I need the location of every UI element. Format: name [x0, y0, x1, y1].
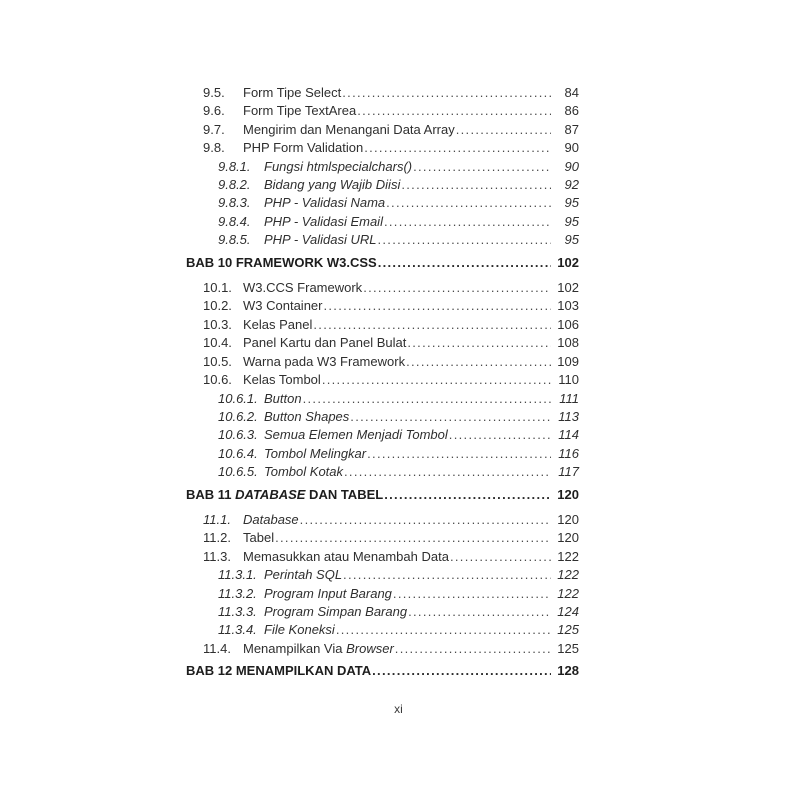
toc-entry-page: 120: [557, 486, 579, 502]
toc-row-11-3-2: [186, 585, 579, 603]
toc-entry-title: Program Input Barang: [264, 585, 392, 601]
toc-entry-title: W3 Container: [243, 298, 323, 314]
toc-entry-number: 10.6.2.: [218, 408, 258, 424]
toc-entry-title: BAB 11 DATABASE DAN TABEL: [186, 486, 384, 502]
toc-dot-leader: [300, 511, 551, 529]
toc-row-9-8-1: [186, 158, 579, 176]
toc-entry-page: 109: [557, 353, 579, 369]
toc-entry-title: Perintah SQL: [264, 567, 343, 583]
toc-chapter-row: [186, 486, 579, 504]
toc-row-10-1: [186, 279, 579, 297]
toc-dot-leader: [344, 463, 551, 481]
toc-dot-leader: [303, 390, 551, 408]
toc-entry-page: 102: [557, 280, 579, 296]
toc-dot-leader: [372, 662, 551, 680]
toc-row-10-6-5: [186, 463, 579, 481]
toc-entry-title: Tombol Kotak: [264, 464, 344, 480]
toc-dot-leader: [342, 84, 551, 102]
toc-entry-number: 10.5.: [203, 353, 232, 369]
toc-entry-page: 124: [557, 603, 579, 619]
toc-entry-title: Menampilkan Via Browser: [243, 640, 394, 656]
toc-row-10-6-1: [186, 390, 579, 408]
toc-entry-number: 10.6.1.: [218, 390, 258, 406]
toc-dot-leader: [350, 408, 551, 426]
toc-entry-title: PHP - Validasi Email: [264, 213, 383, 229]
toc-entry-page: 113: [558, 408, 579, 424]
toc-row-10-5: [186, 353, 579, 371]
toc-entry-page: 111: [559, 390, 579, 406]
toc-dot-leader: [336, 621, 551, 639]
toc-chapter-row: [186, 662, 579, 680]
toc-entry-page: 95: [564, 213, 579, 229]
toc-row-10-4: [186, 334, 579, 352]
toc-row-9-8-5: [186, 231, 579, 249]
toc-entry-page: 125: [557, 622, 579, 638]
toc-entry-title: Fungsi htmlspecialchars(): [264, 158, 413, 174]
toc-entry-title: Database: [243, 511, 299, 527]
toc-entry-title: Bidang yang Wajib Diisi: [264, 177, 401, 193]
toc-entry-page: 125: [557, 640, 579, 656]
toc-entry-number: 10.4.: [203, 335, 232, 351]
toc-dot-leader: [343, 566, 551, 584]
toc-entry-page: 128: [557, 663, 579, 679]
toc-row-11-3-3: [186, 603, 579, 621]
toc-row-10-3: [186, 316, 579, 334]
toc-entry-page: 95: [564, 195, 579, 211]
toc-dot-leader: [384, 213, 551, 231]
toc-dot-leader: [401, 176, 551, 194]
toc-row-11-2: [186, 529, 579, 547]
toc-entry-title: Memasukkan atau Menambah Data: [243, 548, 449, 564]
toc-row-9-8-3: [186, 194, 579, 212]
toc-entry-page: 110: [558, 372, 579, 388]
page-footer: [0, 702, 797, 716]
toc-dot-leader: [456, 121, 551, 139]
toc-row-10-6-4: [186, 445, 579, 463]
toc-entry-title: Tabel: [243, 530, 275, 546]
toc-dot-leader: [408, 603, 551, 621]
toc-entry-page: 122: [557, 585, 579, 601]
toc-entry-page: 122: [557, 548, 579, 564]
toc-entry-page: 117: [558, 464, 579, 480]
toc-dot-leader: [449, 426, 551, 444]
toc-entry-page: 122: [557, 567, 579, 583]
toc-entry-number: 11.3.2.: [218, 585, 257, 601]
toc-entry-number: 10.1.: [203, 280, 232, 296]
toc-entry-page: 90: [564, 158, 579, 174]
toc-entry-number: 11.3.4.: [218, 622, 257, 638]
toc-entry-page: 108: [557, 335, 579, 351]
toc-dot-leader: [386, 194, 551, 212]
toc-row-11-3-1: [186, 566, 579, 584]
toc-row-9-8-4: [186, 213, 579, 231]
toc-entry-page: 103: [557, 298, 579, 314]
toc-entry-title: W3.CCS Framework: [243, 280, 363, 296]
toc-entry-page: 87: [564, 121, 579, 137]
toc-row-9-8: [186, 139, 579, 157]
toc-dot-leader: [275, 529, 551, 547]
toc-entry-title: Program Simpan Barang: [264, 603, 408, 619]
toc-dot-leader: [413, 158, 551, 176]
toc-row-11-3-4: [186, 621, 579, 639]
toc-entry-number: 11.1.: [203, 511, 231, 527]
toc-entry-number: 10.6.: [203, 372, 232, 388]
toc-dot-leader: [450, 548, 551, 566]
toc-entry-number: 11.4.: [203, 640, 231, 656]
table-of-contents: [186, 84, 579, 688]
toc-chapter-row: [186, 254, 579, 272]
toc-entry-page: 84: [564, 85, 579, 100]
toc-entry-number: 9.7.: [203, 121, 225, 137]
toc-row-10-6-3: [186, 426, 579, 444]
toc-dot-leader: [395, 640, 551, 658]
toc-entry-title: Semua Elemen Menjadi Tombol: [264, 427, 448, 443]
toc-dot-leader: [313, 316, 551, 334]
toc-dot-leader: [363, 279, 551, 297]
toc-entry-number: 9.8.4.: [218, 213, 251, 229]
toc-entry-title: PHP - Validasi Nama: [264, 195, 386, 211]
toc-entry-page: 95: [564, 232, 579, 248]
toc-entry-number: 9.8.: [203, 140, 225, 156]
toc-entry-page: 102: [557, 254, 579, 270]
toc-entry-title: Button Shapes: [264, 408, 350, 424]
toc-entry-number: 9.8.1.: [218, 158, 251, 174]
toc-dot-leader: [357, 102, 551, 120]
toc-entry-number: 11.3.1.: [218, 567, 257, 583]
toc-entry-title: Form Tipe Select: [243, 85, 342, 100]
toc-entry-title: Panel Kartu dan Panel Bulat: [243, 335, 407, 351]
toc-row-9-8-2: [186, 176, 579, 194]
toc-entry-number: 9.8.5.: [218, 232, 251, 248]
toc-entry-number: 11.3.: [203, 548, 231, 564]
toc-dot-leader: [323, 297, 551, 315]
toc-entry-page: 120: [557, 511, 579, 527]
folio-page-number: xi: [394, 702, 403, 716]
toc-entry-number: 11.3.3.: [218, 603, 257, 619]
toc-entry-title: PHP Form Validation: [243, 140, 364, 156]
toc-entry-title: File Koneksi: [264, 622, 335, 638]
toc-entry-title: Warna pada W3 Framework: [243, 353, 406, 369]
toc-dot-leader: [407, 334, 551, 352]
toc-entry-title: PHP - Validasi URL: [264, 232, 377, 248]
toc-dot-leader: [364, 139, 551, 157]
toc-entry-page: 106: [557, 316, 579, 332]
toc-dot-leader: [377, 231, 551, 249]
toc-entry-title: Kelas Tombol: [243, 372, 321, 388]
toc-entry-number: 9.5.: [203, 85, 225, 100]
toc-entry-number: 10.6.5.: [218, 464, 258, 480]
toc-entry-page: 116: [558, 445, 579, 461]
toc-entry-title: Button: [264, 390, 302, 406]
toc-entry-number: 10.2.: [203, 298, 232, 314]
toc-row-10-2: [186, 297, 579, 315]
toc-entry-title: Tombol Melingkar: [264, 445, 367, 461]
toc-entry-number: 10.6.4.: [218, 445, 258, 461]
toc-entry-page: 120: [557, 530, 579, 546]
toc-row-11-1: [186, 511, 579, 529]
toc-row-9-5: [186, 84, 579, 102]
toc-dot-leader: [322, 371, 551, 389]
toc-row-9-6: [186, 102, 579, 120]
toc-row-11-4: [186, 640, 579, 658]
toc-dot-leader: [393, 585, 551, 603]
toc-entry-page: 86: [564, 103, 579, 119]
toc-row-9-7: [186, 121, 579, 139]
toc-entry-page: 92: [564, 177, 579, 193]
toc-entry-title: BAB 10 FRAMEWORK W3.CSS: [186, 254, 377, 270]
toc-entry-number: 9.8.3.: [218, 195, 251, 211]
toc-row-10-6: [186, 371, 579, 389]
toc-entry-title: Kelas Panel: [243, 316, 313, 332]
toc-dot-leader: [406, 353, 551, 371]
toc-entry-page: 90: [564, 140, 579, 156]
toc-dot-leader: [384, 486, 551, 504]
toc-entry-number: 10.6.3.: [218, 427, 258, 443]
toc-entry-number: 11.2.: [203, 530, 231, 546]
toc-entry-title: BAB 12 MENAMPILKAN DATA: [186, 663, 372, 679]
toc-row-10-6-2: [186, 408, 579, 426]
toc-row-11-3: [186, 548, 579, 566]
toc-entry-title: Form Tipe TextArea: [243, 103, 357, 119]
toc-entry-number: 9.6.: [203, 103, 225, 119]
toc-entry-page: 114: [558, 427, 579, 443]
toc-entry-number: 9.8.2.: [218, 177, 251, 193]
toc-entry-title: Mengirim dan Menangani Data Array: [243, 121, 455, 137]
toc-dot-leader: [378, 254, 551, 272]
toc-dot-leader: [367, 445, 551, 463]
toc-entry-number: 10.3.: [203, 316, 232, 332]
